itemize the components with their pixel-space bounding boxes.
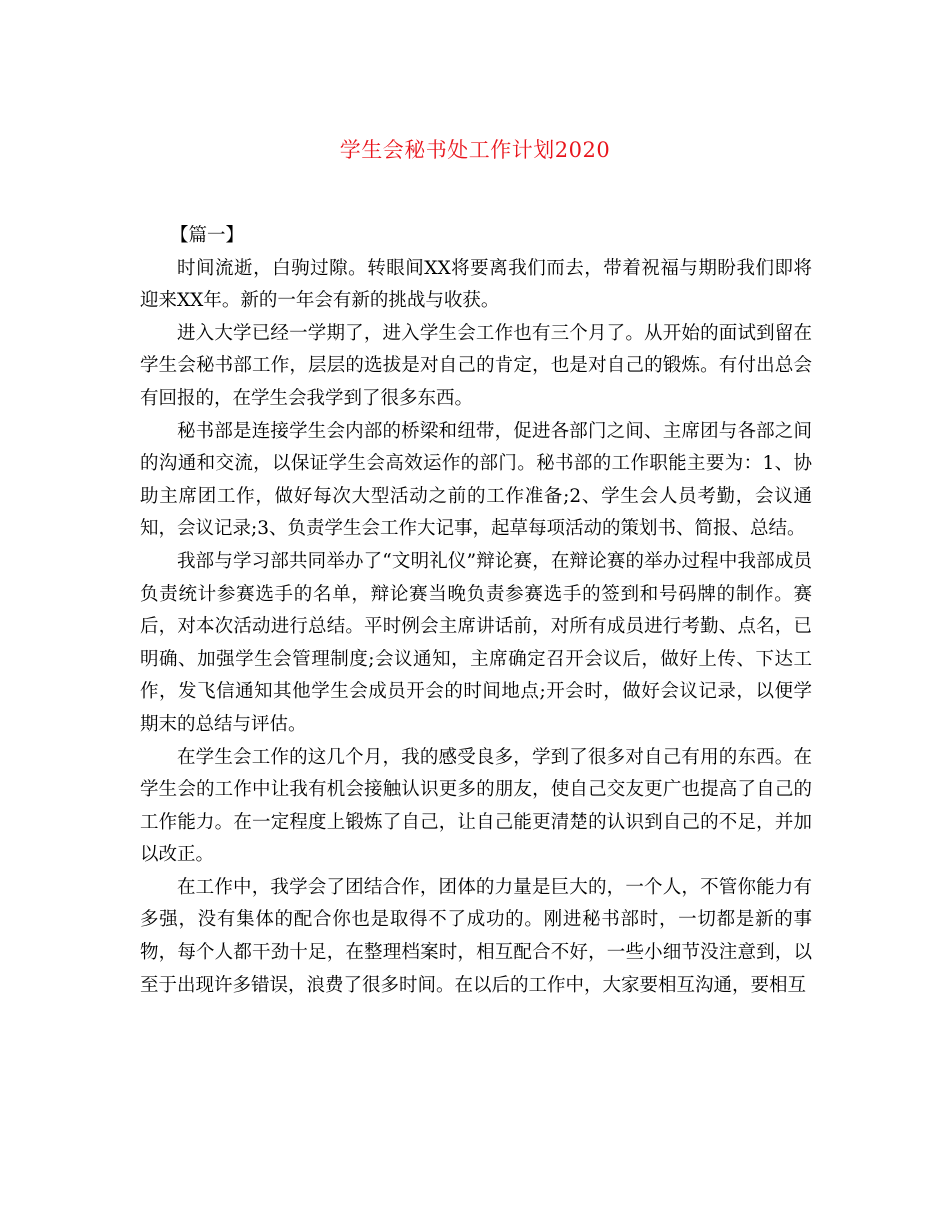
paragraph-2: 进入大学已经一学期了，进入学生会工作也有三个月了。从开始的面试到留在学生会秘书部工作，层层的选拔是对自己的肯定，也是对自己的锻炼。有付出总会有回报的，在学生会我学到了很多东西。 <box>140 322 812 409</box>
document-title: 学生会秘书处工作计划2020 <box>339 138 611 162</box>
paragraph-1: 时间流逝，白驹过隙。转眼间XX将要离我们而去，带着祝福与期盼我们即将迎来XX年。新的一年会有新的挑战与收获。 <box>140 257 812 312</box>
paragraph-5: 在学生会工作的这几个月，我的感受良多，学到了很多对自己有用的东西。在学生会的工作中让我有机会接触认识更多的朋友，使自己交友更广也提高了自己的工作能力。在一定程度上锻炼了自己，让自己能更清楚的认识到自己的不足，并加以改正。 <box>140 746 812 866</box>
paragraph-4: 我部与学习部共同举办了“文明礼仪”辩论赛，在辩论赛的举办过程中我部成员负责统计参赛选手的名单，辩论赛当晚负责参赛选手的签到和号码牌的制作。赛后，对本次活动进行总结。平时例会主席讲话前，对所有成员进行考勤、点名，已明确、加强学生会管理制度;会议通知，主席确定召开会议后，做好上传、下达工作，发飞信通知其他学生会成员开会的时间地点;开会时，做好会议记录，以便学期末的总结与评估。 <box>140 550 812 735</box>
paragraph-6: 在工作中，我学会了团结合作，团体的力量是巨大的，一个人，不管你能力有多强，没有集体的配合你也是取得不了成功的。刚进秘书部时，一切都是新的事物，每个人都干劲十足，在整理档案时，相互配合不好，一些小细节没注意到，以至于出现许多错误，浪费了很多时间。在以后的工作中，大家要相互沟通，要相互 <box>140 876 812 996</box>
paragraph-3: 秘书部是连接学生会内部的桥梁和纽带，促进各部门之间、主席团与各部之间的沟通和交流，以保证学生会高效运作的部门。秘书部的工作职能主要为：1、协助主席团工作，做好每次大型活动之前的工作准备;2、学生会人员考勤，会议通知，会议记录;3、负责学生会工作大记事，起草每项活动的策划书、简报、总结。 <box>140 420 812 540</box>
document-body <box>140 220 812 1002</box>
section-label: 【篇一】 <box>170 225 245 246</box>
